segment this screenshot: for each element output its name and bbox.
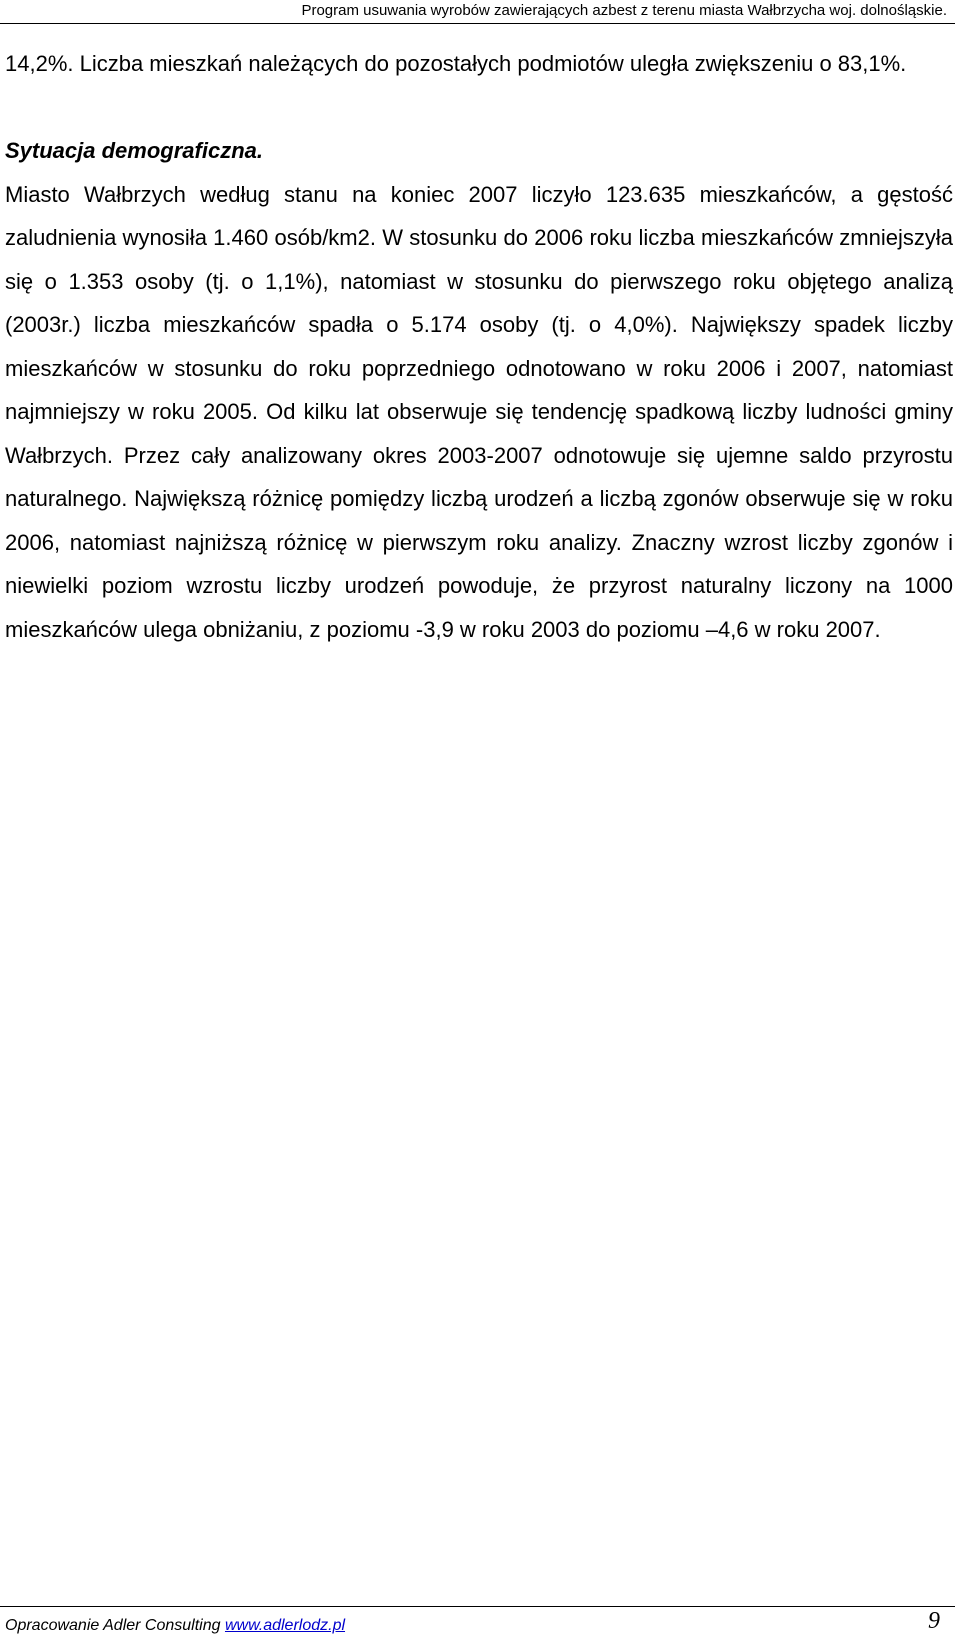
footer-credit (5, 1616, 345, 1636)
running-header (0, 0, 955, 24)
intro-paragraph: 14,2%. Liczba mieszkań należących do pozostałych podmiotów uległa zwiększeniu o 83,1%. (5, 51, 907, 76)
demography-paragraph: Miasto Wałbrzych według stanu na koniec 2007 liczyło 123.635 mieszkańców, a gęstość zaludnienia wynosiła 1.460 osób/km2. W stosunku do 2006 roku liczba mieszkańców zmniejszyła się o 1.353 osoby (tj. o 1,1%), natomiast w stosunku do pierwszego roku objętego analizą (2003r.) liczba mieszkańców spadła o 5.174 osoby (tj. o 4,0%). Największy spadek liczby mieszkańców w stosunku do roku poprzedniego odnotowano w roku 2006 i 2007, natomiast najmniejszy w roku 2005. Od kilku lat obserwuje się tendencję spadkową liczby ludności gminy Wałbrzych. Przez cały analizowany okres 2003-2007 odnotowuje się ujemne saldo przyrostu naturalnego. Największą różnicę pomiędzy liczbą urodzeń a liczbą zgonów obserwuje się w roku 2006, natomiast najniższą różnicę w pierwszym roku analizy. Znaczny wzrost liczby zgonów i niewielki poziom wzrostu liczby urodzeń powoduje, że przyrost naturalny liczony na 1000 mieszkańców ulega obniżaniu, z poziomu -3,9 w roku 2003 do poziomu –4,6 w roku 2007. (5, 181, 953, 642)
section-heading: Sytuacja demograficzna. (5, 138, 263, 163)
page-content (5, 42, 953, 651)
page-number: 9 (928, 1608, 940, 1634)
document-title: Program usuwania wyrobów zawierających azbest z terenu miasta Wałbrzycha woj. dolnośląskie. (301, 2, 947, 19)
footer-divider (0, 1606, 955, 1607)
paragraph-spacer (5, 86, 953, 130)
footer-credit-text: Opracowanie Adler Consulting (5, 1617, 225, 1634)
footer-website-link[interactable]: www.adlerlodz.pl (224, 1617, 346, 1634)
